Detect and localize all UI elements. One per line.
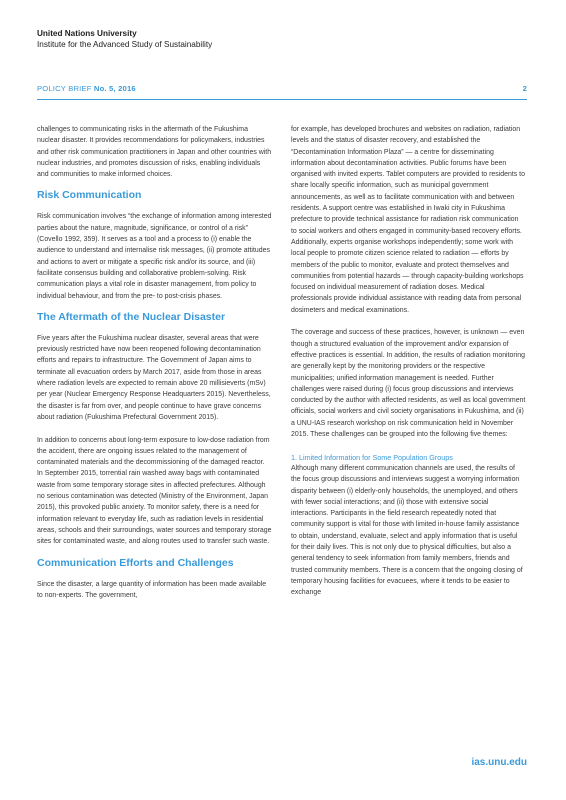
government-efforts-paragraph: for example, has developed brochures and websites on radiation, radiation levels and the status of disaster recovery, and established the “Decontamination Information Plaza” — a centre for disseminating information about decontamination activities. Public forums have been organised with invited experts. Tablet computers are provided to residents to share locally specific information, such as municipal government announcements, as well as to facilitate communication with and between residents. A support centre was established in Iwaki city in Fukushima prefecture to provide technical assistance for radiation risk communication to social workers and others engaged in community-based recovery efforts. Additionally, experts organise workshops independently; some work with local people to promote citizen science related to radiation — efforts by members of the public to monitor, evaluate and protect themselves and communities from potential hazards — through capacity-building workshops focused on individual measurement of radiation doses. Medical professionals provide individual assistance with reading data from personal dosimeters and medical examinations. — [291, 126, 525, 314]
efforts-paragraph: Since the disaster, a large quantity of information has been made available to non-experts. The government, — [37, 580, 267, 599]
heading-aftermath: The Aftermath of the Nuclear Disaster — [37, 310, 226, 323]
left-column — [37, 124, 272, 601]
heading-risk-communication: Risk Communication — [37, 189, 142, 202]
right-column — [291, 124, 526, 598]
coverage-paragraph: The coverage and success of these practices, however, is unknown — even though a structured evaluation of the improvement and/or expansion of effective practices is essential. In addition, the results of radiation monitoring are generally kept by the monitoring providers or the respective municipalities; unified information management is needed. Further challenges were raised during (i) focus group discussions and interviews conducted by the author with affected residents, as well as local government officials, social workers and civil society organisations in Fukushima, and (ii) a UNU-IAS research workshop on risk communication held in November 2015. These challenges can be grouped into the following five themes: — [291, 329, 526, 439]
organization-name: United Nations University — [37, 29, 137, 38]
heading-communication-efforts: Communication Efforts and Challenges — [37, 556, 234, 569]
intro-paragraph: challenges to communicating risks in the aftermath of the Fukushima nuclear disaster. It provides recommendations for policymakers, industries and other risk communication practitioners in Japan and other countries with nuclear industries, and promotes discussion of risks, enabling individuals and communities to make informed choices. — [37, 126, 272, 179]
brief-label: POLICY BRIEF — [37, 84, 94, 93]
page-number: 2 — [522, 84, 527, 93]
limited-information-paragraph: Although many different communication channels are used, the results of the focus group discussions and interviews suggest a worrying information disparity between (i) elderly-only households, the unemployed, and others with fewer social interactions; and (ii) those with extensive social interactions. Participants in the field research repeatedly noted that community support is vital for those with limited in-house family assistance to obtain, understand, evaluate, select and apply information that is useful for their daily lives. This is not only due to physical difficulties, but also a general tendency to seek information from family members, friends and trusted community members. There is a concern that the ongoing closing of temporary housing facilities for evacuees, where it tends to be easier to exchange — [291, 464, 523, 597]
brief-number: No. 5, 2016 — [93, 84, 136, 93]
header-divider — [37, 99, 527, 100]
institute-name: Institute for the Advanced Study of Sustainability — [37, 40, 213, 49]
aftermath-paragraph-1: Five years after the Fukushima nuclear disaster, several areas that were previously restricted have now been reopened following decontamination efforts and repairs to infrastructure. The Government of Japan aims to terminate all evacuation orders by March 2017, aside from those in areas where radiation levels are expected to remain above 20 millisieverts (mSv) per year (Nuclear Emergency Response Headquarters 2015). Nevertheless, the disaster is far from over, and people continue to have grave concerns about radiation (Fukushima Prefectural Government 2015). — [37, 334, 271, 421]
risk-communication-paragraph: Risk communication involves “the exchange of information among interested parties about the nature, magnitude, significance, or control of a risk” (Covello 1992, 359). It serves as a tool and a process to (i) enable the audience to understand and internalise risk messages, (ii) promote attitudes and actions to avert or mitigate a specific risk and/or its source, and (iii) facilitate consensus building and collaborative problem-solving. Risk communication plays a vital role in disaster management, from policy to individual behaviour, and from the pre- to post-crisis phases. — [37, 213, 272, 300]
policy-brief-bar — [37, 84, 527, 96]
heading-limited-information: 1. Limited Information for Some Population Groups — [291, 452, 453, 462]
aftermath-paragraph-2: In addition to concerns about long-term exposure to low-dose radiation from the accident, there are ongoing issues related to the management of contaminated materials and the decommissioning of the damaged reactor. In September 2015, torrential rain washed away bags with contaminated waste from some temporary storage sites in affected prefectures. Although no serious contamination was detected (Ministry of the Environment, Japan 2015), this provoked public anxiety. To monitor safety, there is a need for information relevant to everyday life, such as radiation levels in residential areas, schools and their surroundings, water sources and temporary storage sites for contaminated waste, and along routes used to transfer such waste. — [37, 436, 272, 546]
footer-url: ias.unu.edu — [471, 757, 527, 768]
organization-header — [37, 28, 212, 50]
